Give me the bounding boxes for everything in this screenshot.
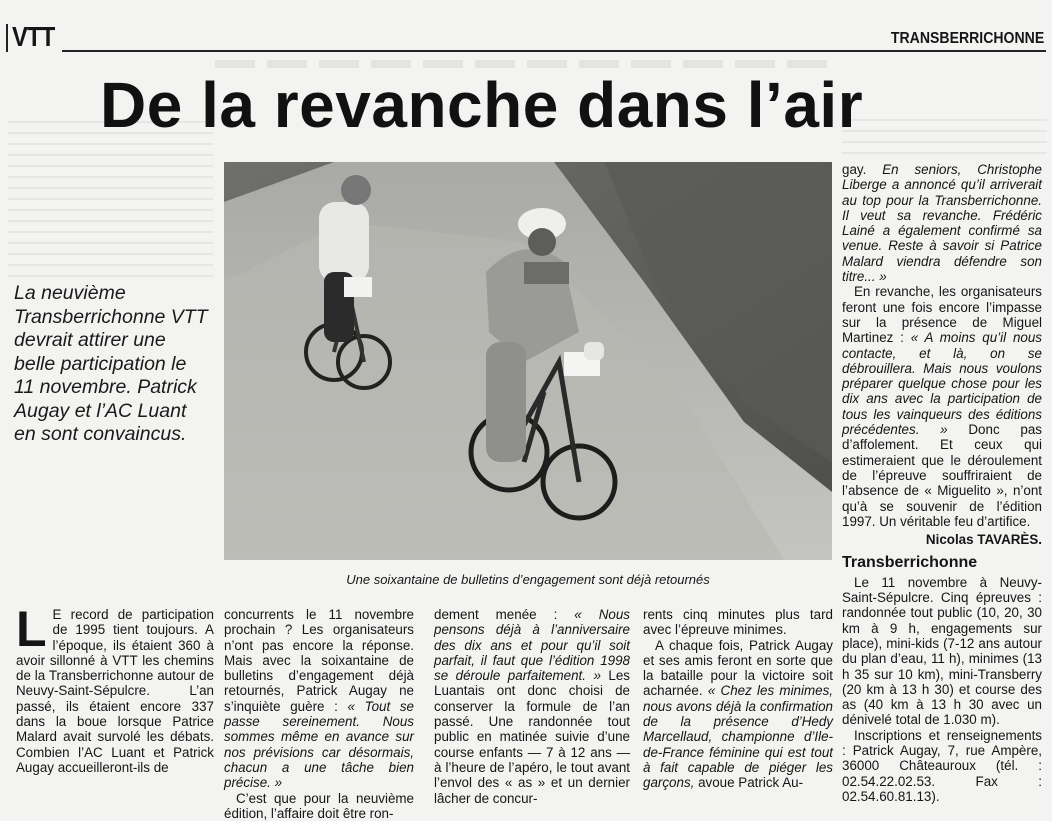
drop-cap: L [16, 601, 47, 657]
col3-text-b: Les Luantais ont donc choisi de conserver la formule de l’an passé. Une randonnée tout public en matinée suivie d’une course enfants — 7 à 12 ans — à l’heure de l’apéro, le tout avant l’envol des « as » et un dernier lâcher de concur- [434, 668, 630, 806]
headline: De la revanche dans l’air [100, 69, 864, 141]
ghost-bleed-right [842, 110, 1047, 155]
author-signature: Nicolas TAVARÈS. [925, 532, 1042, 548]
col5-text-c: Donc pas d’affolement. Et ceux qui estimeraient que le déroulement de l’épreuve souffriraient de l’absence de « Miguelito », n’ont qu’à se souvenir de l’édition 1997. Un véritable feu d’artifice. [842, 422, 1042, 529]
column-5 [842, 162, 1042, 804]
col3-quote: « Nous pensons déjà à l’anniversaire des dix ans et pour qu’il soit parfait, il faut que l’édition 1998 se déroule parfaitement. » [434, 607, 630, 684]
col4-paragraph-2 [643, 638, 833, 791]
header-rule [62, 50, 1046, 52]
col5-paragraph-2 [842, 284, 1042, 529]
column-4 [643, 607, 833, 791]
col2-quote: « Tout se passe sereinement. Nous sommes même en avance sur nos prévisions car désormais, chacun a une tâche bien précise. » [224, 698, 414, 791]
photo [224, 162, 832, 560]
col3-paragraph [434, 607, 630, 806]
col2-paragraph-2: C’est que pour la neuvième édition, l’affaire doit être ron- [224, 790, 414, 821]
col4-text-a: A chaque fois, Patrick Augay et ses amis feront en sorte que la bataille pour la victoire soit acharnée. [643, 637, 833, 699]
col3-text-a: dement menée : [434, 607, 558, 622]
photo-caption: Une soixantaine de bulletins d’engagement sont déjà retournés [346, 572, 710, 587]
ghost-bleed-mid [215, 60, 835, 68]
col4-paragraph-1: rents cinq minutes plus tard avec l’épreuve minimes. [643, 607, 833, 638]
col5-text-a: gay. [842, 162, 867, 177]
column-3 [434, 607, 630, 806]
col5-quote-1: En seniors, Christophe Liberge a annoncé qu’il arriverait au top pour la Transberrichonne. Il veut sa revanche. Frédéric Lainé a également confirmé sa venue. Reste à savoir si Patrice Malard viendra défendre son titre... » [842, 162, 1042, 285]
col2-text: concurrents le 11 novembre prochain ? Les organisateurs n’ont pas encore la réponse. Mais avec la soixantaine de bulletins d’engagement déjà retournés, Patrick Augay ne s’inquiète guère : [224, 607, 414, 714]
box-paragraph-1: Le 11 novembre à Neuvy-Saint-Sépulcre. Cinq épreuves : randonnée tout public (10, 20, 30 km à 9 h, engagements sur place), mini-kids (7-12 ans autour du plan d’eau, 11 h), minimes (13 h 35 sur 10 km), mini-Transberry (20 km à 13 h 30) et course des as (40 km à 13 h 30 avec un dénivelé total de 1.030 m). [842, 574, 1042, 728]
col4-text-b: avoue Patrick Au- [698, 775, 804, 791]
section-label: TRANSBERRICHONNE [890, 30, 1044, 47]
column-1 [16, 601, 214, 775]
photo-illustration [224, 162, 832, 560]
col4-quote: « Chez les minimes, nous avons déjà la confirmation de la présence d’Hedy Marcellaud, championne d’Ile-de-France féminine qui est tout à fait capable de piéger les garçons, [643, 683, 833, 791]
box-paragraph-2: Inscriptions et renseignements : Patrick Augay, 7, rue Ampère, 36000 Châteauroux (tél. : 02.54.22.02.53. Fax : 02.54.60.81.13). [842, 727, 1042, 804]
column-2 [224, 607, 414, 821]
rubric-label: VTT [12, 21, 55, 52]
col1-paragraph [16, 601, 214, 775]
col5-text-b: En revanche, les organisateurs feront une fois encore l’impasse sur la présence de Miguel Martinez : [842, 284, 1042, 346]
col1-text: E record de participation de 1995 tient toujours. A l’époque, ils étaient 360 à avoir sillonné à VTT les chemins de la Transberrichonne autour de Neuvy-Saint-Sépulcre. L’an passé, ils étaient encore 337 dans la boue lorsque Patrice Malard avait survolé les débats. Combien l’AC Luant et Patrick Augay accueilleront-ils de [16, 607, 214, 775]
deck: La neuvième Transberrichonne VTT devrait attirer une belle participation le 11 novembre. Patrick Augay et l’AC Luant en sont convaincus. [14, 282, 208, 445]
box-title: Transberrichonne [842, 554, 978, 572]
col5-quote-2: « A moins qu’il nous contacte, et là, on se débrouillera. Mais nous voulons préparer quelque chose pour les dix ans avec la participation de tous les vainqueurs des éditions précédentes. » [842, 330, 1042, 438]
col5-paragraph-1 [842, 162, 1042, 284]
rubric-bar [6, 24, 8, 52]
col2-paragraph-1 [224, 607, 414, 791]
